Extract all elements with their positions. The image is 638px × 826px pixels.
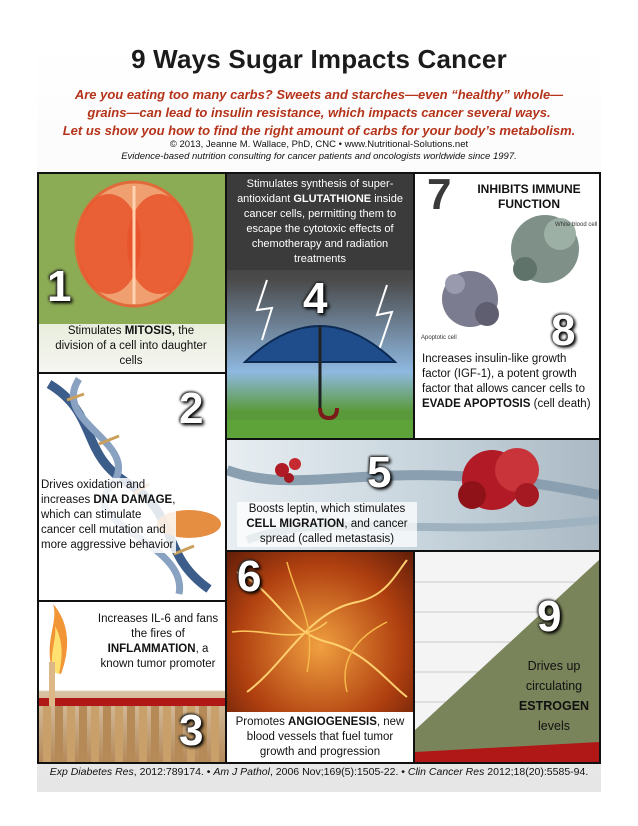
panel-2-text-bold: DNA DAMAGE [93, 494, 173, 506]
ref-3-journal: Clin Cancer Res [407, 766, 485, 778]
panel-6-text [233, 715, 407, 760]
panel-2-dna-damage [37, 372, 227, 602]
panel-6-text-post: , new blood vessels that fuel tumor growth and progression [246, 716, 405, 758]
apoptotic-cell-label: Apoptotic cell [421, 335, 457, 341]
panel-8-text [422, 352, 592, 412]
panel-9-text-post: levels [538, 719, 570, 733]
panel-3-text-pre: Increases IL-6 and fans the fires of [97, 613, 219, 640]
panel-5-number: 5 [367, 448, 392, 497]
panel-1-text [51, 324, 211, 369]
panel-8-text-post: (cell death) [530, 398, 591, 410]
panel-3-inflammation [37, 600, 227, 764]
subtitle [44, 86, 594, 140]
panel-9-estrogen [413, 550, 601, 764]
panel-6-number: 6 [237, 552, 262, 601]
panel-3-number: 3 [179, 706, 204, 755]
panel-1-text-post: the division of a cell into daughter cells [55, 325, 207, 367]
ref-3-details: 2012;18(20):5585-94. [484, 766, 589, 778]
panel-4-text-bold: GLUTATHIONE [293, 193, 372, 205]
ref-2-journal: Am J Pathol [213, 766, 270, 778]
ref-2-details: , 2006 Nov;169(5):1505-22. • [269, 766, 408, 778]
page-title: 9 Ways Sugar Impacts Cancer [131, 44, 507, 74]
panel-5-text-post: , and cancer spread (called metastasis) [259, 518, 408, 545]
panel-4-text-pre: Stimulates synthesis of super-antioxidant [237, 178, 394, 205]
panel-4-number: 4 [303, 274, 328, 323]
panel-2-text [41, 478, 176, 553]
ref-1-details: , 2012:789174. • [133, 766, 214, 778]
credit-block [37, 139, 601, 163]
panel-1-number: 1 [47, 262, 72, 311]
panel-1-mitosis [37, 172, 227, 374]
panel-7-number: 7 [427, 172, 452, 219]
panel-6-textbox [227, 712, 413, 762]
subtitle-line-3: Let us show you how to find the right amount of carbs for your body’s metabolism. [62, 123, 576, 138]
panel-9-text [511, 656, 597, 736]
panel-4-textbox [227, 174, 413, 270]
panel-9-number: 9 [537, 592, 562, 641]
panel-3-text-bold: INFLAMMATION [107, 643, 196, 655]
panel-5-cell-migration [225, 438, 601, 552]
white-blood-cell-label: White blood cell [555, 222, 598, 228]
panel-4-text [233, 177, 407, 267]
panel-3-text [95, 612, 221, 672]
panel-6-angiogenesis [225, 550, 415, 764]
panel-8-number: 8 [551, 306, 576, 355]
panel-4-text-post: inside cancer cells, permitting them to escape the cytotoxic effects of chemotherapy and radiation treatments [243, 193, 403, 265]
panel-8-text-pre: Increases insulin-like growth factor (IGF-1), a potent growth factor that allows cancer cells to [422, 353, 585, 395]
panel-9-text-bold: ESTROGEN [518, 699, 590, 713]
panel-7-8-immune-igf [413, 172, 601, 440]
panel-6-text-pre: Promotes [235, 716, 289, 728]
panel-7-label: INHIBITS IMMUNE FUNCTION [477, 182, 581, 211]
tagline: Evidence-based nutrition consulting for cancer patients and oncologists worldwide since 1997. [121, 151, 517, 162]
panel-6-text-bold: ANGIOGENESIS [288, 716, 377, 728]
panel-8-text-bold: EVADE APOPTOSIS [422, 398, 531, 410]
panel-2-number: 2 [179, 384, 204, 433]
subtitle-line-1: Are you eating too many carbs? Sweets and starches—even “healthy” whole— [74, 87, 564, 102]
panel-5-text-bold: CELL MIGRATION [246, 518, 345, 530]
copyright-line: © 2013, Jeanne M. Wallace, PhD, CNC • www.Nutritional-Solutions.net [169, 139, 469, 150]
panel-9-text-pre: Drives up circulating [525, 659, 583, 693]
panel-1-text-pre: Stimulates [67, 325, 125, 337]
panel-2-text-pre: Drives oxidation and increases [41, 479, 146, 506]
panel-1-text-bold: MITOSIS, [124, 325, 175, 337]
panel-5-text-pre: Boosts leptin, which stimulates [248, 503, 406, 515]
panel-2-text-post: , which can stimulate cancer cell mutation and more aggressive behavior [41, 494, 176, 551]
subtitle-line-2: grains—can lead to insulin resistance, which impacts cancer several ways. [87, 105, 551, 120]
panel-3-text-post: , a known tumor promoter [100, 643, 216, 670]
panel-5-text [237, 502, 417, 547]
ref-1-journal: Exp Diabetes Res [49, 766, 134, 778]
panel-4-glutathione [225, 172, 415, 440]
references-footer [37, 766, 601, 778]
